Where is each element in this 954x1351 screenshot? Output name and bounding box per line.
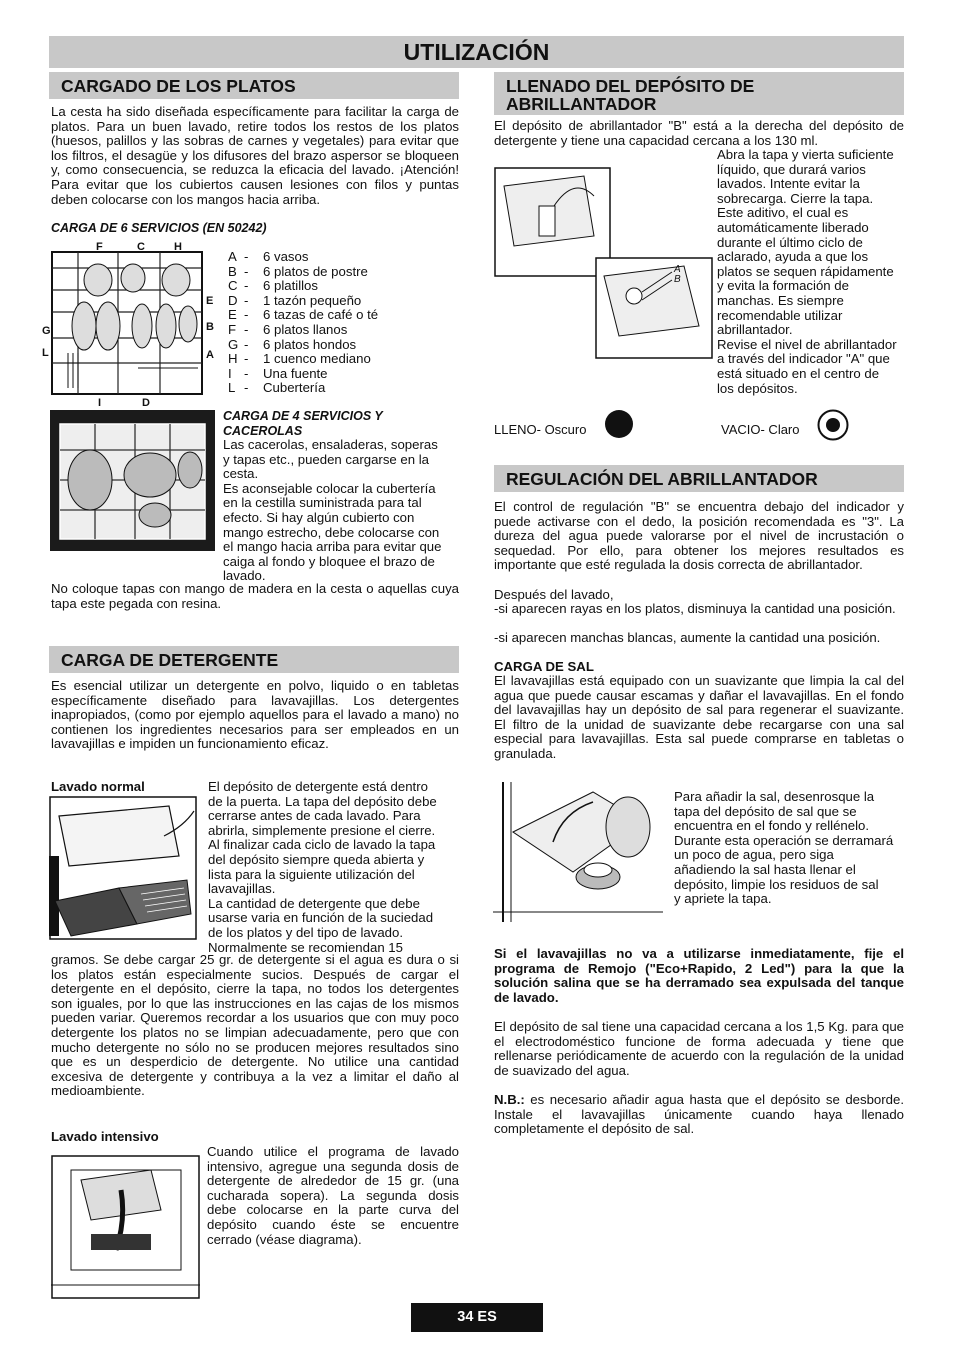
four-services-heading: CARGA DE 4 SERVICIOS Y CACEROLAS bbox=[223, 409, 383, 438]
fig-label-h: H bbox=[174, 241, 182, 253]
normal-wash-text: gramos. Se debe cargar 25 gr. de detergente si el agua es dura o si los platos están especialmente sucios. Después de cargar el detergente en el depósito, cierre la tapa, no todos los detergentes son iguales, por lo que las instrucciones en las cajas de los mismos pueden variar. Queremos recordar a los usuarios que con muy poco detergente los platos no se limpian adecuadamente, pero que con mucho detergente no sólo no se producen mejores resultados sino que es un desperdicio de detergente. No utilice una cantidad excesiva de detergente y contribuya a la vez a limitar el daño al medioambiente. bbox=[51, 952, 459, 1099]
indicator-full-icon bbox=[604, 409, 634, 439]
list-item: A - 6 vasos bbox=[228, 249, 309, 264]
list-item: H - 1 cuenco mediano bbox=[228, 351, 371, 367]
list-item: E - 6 tazas de café o té bbox=[228, 307, 379, 323]
regulation-after: Después del lavado, bbox=[494, 587, 614, 602]
detergent-dispenser-illustration bbox=[49, 796, 197, 940]
four-services-text: Las cacerolas, ensaladeras, soperas y tapas etc., pueden cargarse en la cesta. Es aconsejable colocar la cubertería en la cestilla suministrada para tal efecto. Si hay algún cubierto con mango estrecho, debe colocarse con el mango hacia arriba para evitar que caiga al fondo y bloquee el brazo de lavado. bbox=[223, 437, 442, 584]
fig-label-b: B bbox=[206, 321, 214, 333]
rinse-side-text: Abra la tapa y vierta suficiente líquido, que durará varios lavados. Intente evitar la sobrecarga. Cierre la tapa. Este aditivo, el cual es automáticamente liberado durante el último ciclo de aclarado, ayuda a que los platos se sequen rápidamente y evita la formación de manchas. Es siempre recomendable utilizar abrillantador. Revise el nivel de abrillantador a través del indicador "A" que está situado en el centro de los depósitos. bbox=[717, 147, 897, 396]
fig-label-a: A bbox=[206, 349, 214, 361]
fig-label-l: L bbox=[42, 347, 49, 359]
intensive-detergent-illustration bbox=[51, 1150, 200, 1300]
rinse-fig-label-a: A bbox=[674, 264, 681, 275]
list-item: B - 6 platos de postre bbox=[228, 263, 368, 279]
rack-6-services-illustration bbox=[38, 238, 218, 408]
salt-capacity: El depósito de sal tiene una capacidad cercana a los 1,5 Kg. para que el electrodoméstico funcione de forma adecuada y tiene que rellenarse periódicamente de acuerdo con la regulación de la unidad de suavizado del agua. bbox=[494, 1019, 904, 1078]
list-item: F - 6 platos llanos bbox=[228, 321, 348, 337]
fig-label-d: D bbox=[142, 397, 150, 408]
list-item: C - 6 platillos bbox=[228, 278, 318, 294]
load-items-list bbox=[228, 250, 458, 396]
regulation-line-1: -si aparecen rayas en los platos, disminuya la cantidad una posición. bbox=[494, 601, 896, 616]
fig-label-i: I bbox=[98, 397, 102, 408]
section-heading-rinse-aid: LLENADO DEL DEPÓSITO DE ABRILLANTADOR bbox=[494, 72, 904, 115]
indicator-full-label: LLENO- Oscuro bbox=[494, 422, 587, 437]
list-item: I - Una fuente bbox=[228, 365, 328, 381]
indicator-empty-icon bbox=[817, 409, 849, 441]
fig-label-c: C bbox=[137, 241, 145, 253]
salt-side-text: Para añadir la sal, desenrosque la tapa del depósito de sal que se encuentra en el fondo y rellénelo. Durante esta operación se derramará un poco de agua, pero siga añadiendo la sal hasta llenar el depósito, limpie los residuos de sal y apriete la tapa. bbox=[674, 789, 894, 907]
list-item: L - Cubertería bbox=[228, 380, 326, 396]
page-title: UTILIZACIÓN bbox=[49, 36, 904, 68]
fig-label-e: E bbox=[206, 295, 214, 307]
indicator-empty-label: VACIO- Claro bbox=[721, 422, 800, 437]
fig-label-g: G bbox=[42, 325, 51, 337]
fig-label-f: F bbox=[96, 241, 103, 253]
salt-container-illustration bbox=[493, 782, 663, 922]
page-number: 34 ES bbox=[411, 1303, 543, 1332]
list-item: D - 1 tazón pequeño bbox=[228, 292, 362, 308]
list-item: G - 6 platos hondos bbox=[228, 336, 357, 352]
intensive-wash-label: Lavado intensivo bbox=[51, 1129, 159, 1144]
salt-warning: Si el lavavajillas no va a utilizarse inmediatamente, fije el programa de Remojo ("Eco+Rapido, 2 Led") para la que la solución salina que se ha derramado sea expulsada del tanque de lavado. bbox=[494, 946, 904, 1005]
normal-wash-label: Lavado normal bbox=[51, 779, 145, 794]
loading-intro: La cesta ha sido diseñada específicamente para facilitar la carga de platos. Para un buen lavado, retire todos los restos de los platos (huesos, palillos y las sobras de carnes y vegetales) para evitar que los filtros, el desagüe y los difusores del brazo aspersor se bloqueen y, como consecuencia, se reduzca la eficacia del lavado. ¡Atención! Para evitar que los cubiertos causen lesiones con filos y puntas deben colocarse con los mangos hacia arriba. bbox=[51, 104, 459, 207]
intensive-wash-text: Cuando utilice el programa de lavado intensivo, agregue una segunda dosis de detergente de alrededor de 15 gr. (una cucharada sopera). La segunda dosis debe colocarse en la parte curva del depósito cuando éste se encuentre cerrado (véase diagrama). bbox=[207, 1144, 459, 1247]
normal-wash-side-text: El depósito de detergente está dentro de la puerta. La tapa del depósito debe cerrarse antes de cada lavado. Para abrirla, simplemente presione el cierre. Al finalizar cada ciclo de lavado la tapa del depósito siempre queda abierta y lista para la siguiente utilización del lavavajillas. La cantidad de detergente que debe usarse varia en función de la suciedad de los platos y del tipo de lavado. Normalmente se recomiendan 15 bbox=[208, 779, 437, 955]
section-heading-detergent: CARGA DE DETERGENTE bbox=[49, 646, 459, 673]
regulation-line-2: -si aparecen manchas blancas, aumente la cantidad una posición. bbox=[494, 630, 881, 645]
rinse-intro: El depósito de abrillantador "B" está a la derecha del depósito de detergente y tiene una capacidad cercana a los 130 ml. bbox=[494, 118, 904, 148]
section-heading-loading: CARGADO DE LOS PLATOS bbox=[49, 72, 459, 99]
six-services-heading: CARGA DE 6 SERVICIOS (EN 50242) bbox=[51, 221, 267, 235]
rinse-aid-dispenser-illustration bbox=[494, 166, 714, 361]
salt-text: El lavavajillas está equipado con un suavizante que limpia la cal del agua que puede causar escamas y dañar el lavavajillas. En el fondo del lavavajillas hay un depósito de sal para regenerar el suavizante. El filtro de la unidad de suavizante debe recargarse con una sal especial para lavavajillas. Esta sal puede comprarse en tabletas o granulada. bbox=[494, 673, 904, 761]
rack-4-services-illustration bbox=[50, 410, 215, 551]
section-heading-regulation: REGULACIÓN DEL ABRILLANTADOR bbox=[494, 465, 904, 492]
salt-note: N.B.: es necesario añadir agua hasta que el depósito se desborde. Instale el lavavajillas únicamente cuando haya llenado completamente el depósito de sal. bbox=[494, 1092, 904, 1137]
detergent-intro: Es esencial utilizar un detergente en polvo, liquido o en tabletas específicamente diseñado para lavavajillas. Los detergentes inapropiados, (como por ejemplo aquellos para el lavado a mano) no contienen los ingredientes necesarios para ser empleados en un lavavajillas e impiden un funcionamiento eficaz. bbox=[51, 678, 459, 752]
salt-heading: CARGA DE SAL bbox=[494, 659, 594, 674]
rinse-fig-label-b: B bbox=[674, 274, 681, 285]
regulation-text: El control de regulación "B" se encuentra debajo del indicador y puede activarse con el dedo, la posición recomendada es "3". La dureza del agua puede valorarse por el nivel de incrustación o sequedad. Por ello, para obtener los mejores resultados es importante que esté regulada la dosis correcta de abrillantador. bbox=[494, 499, 904, 573]
loading-closing: No coloque tapas con mango de madera en la cesta o aquellas cuya tapa este pegada con resina. bbox=[51, 581, 459, 611]
